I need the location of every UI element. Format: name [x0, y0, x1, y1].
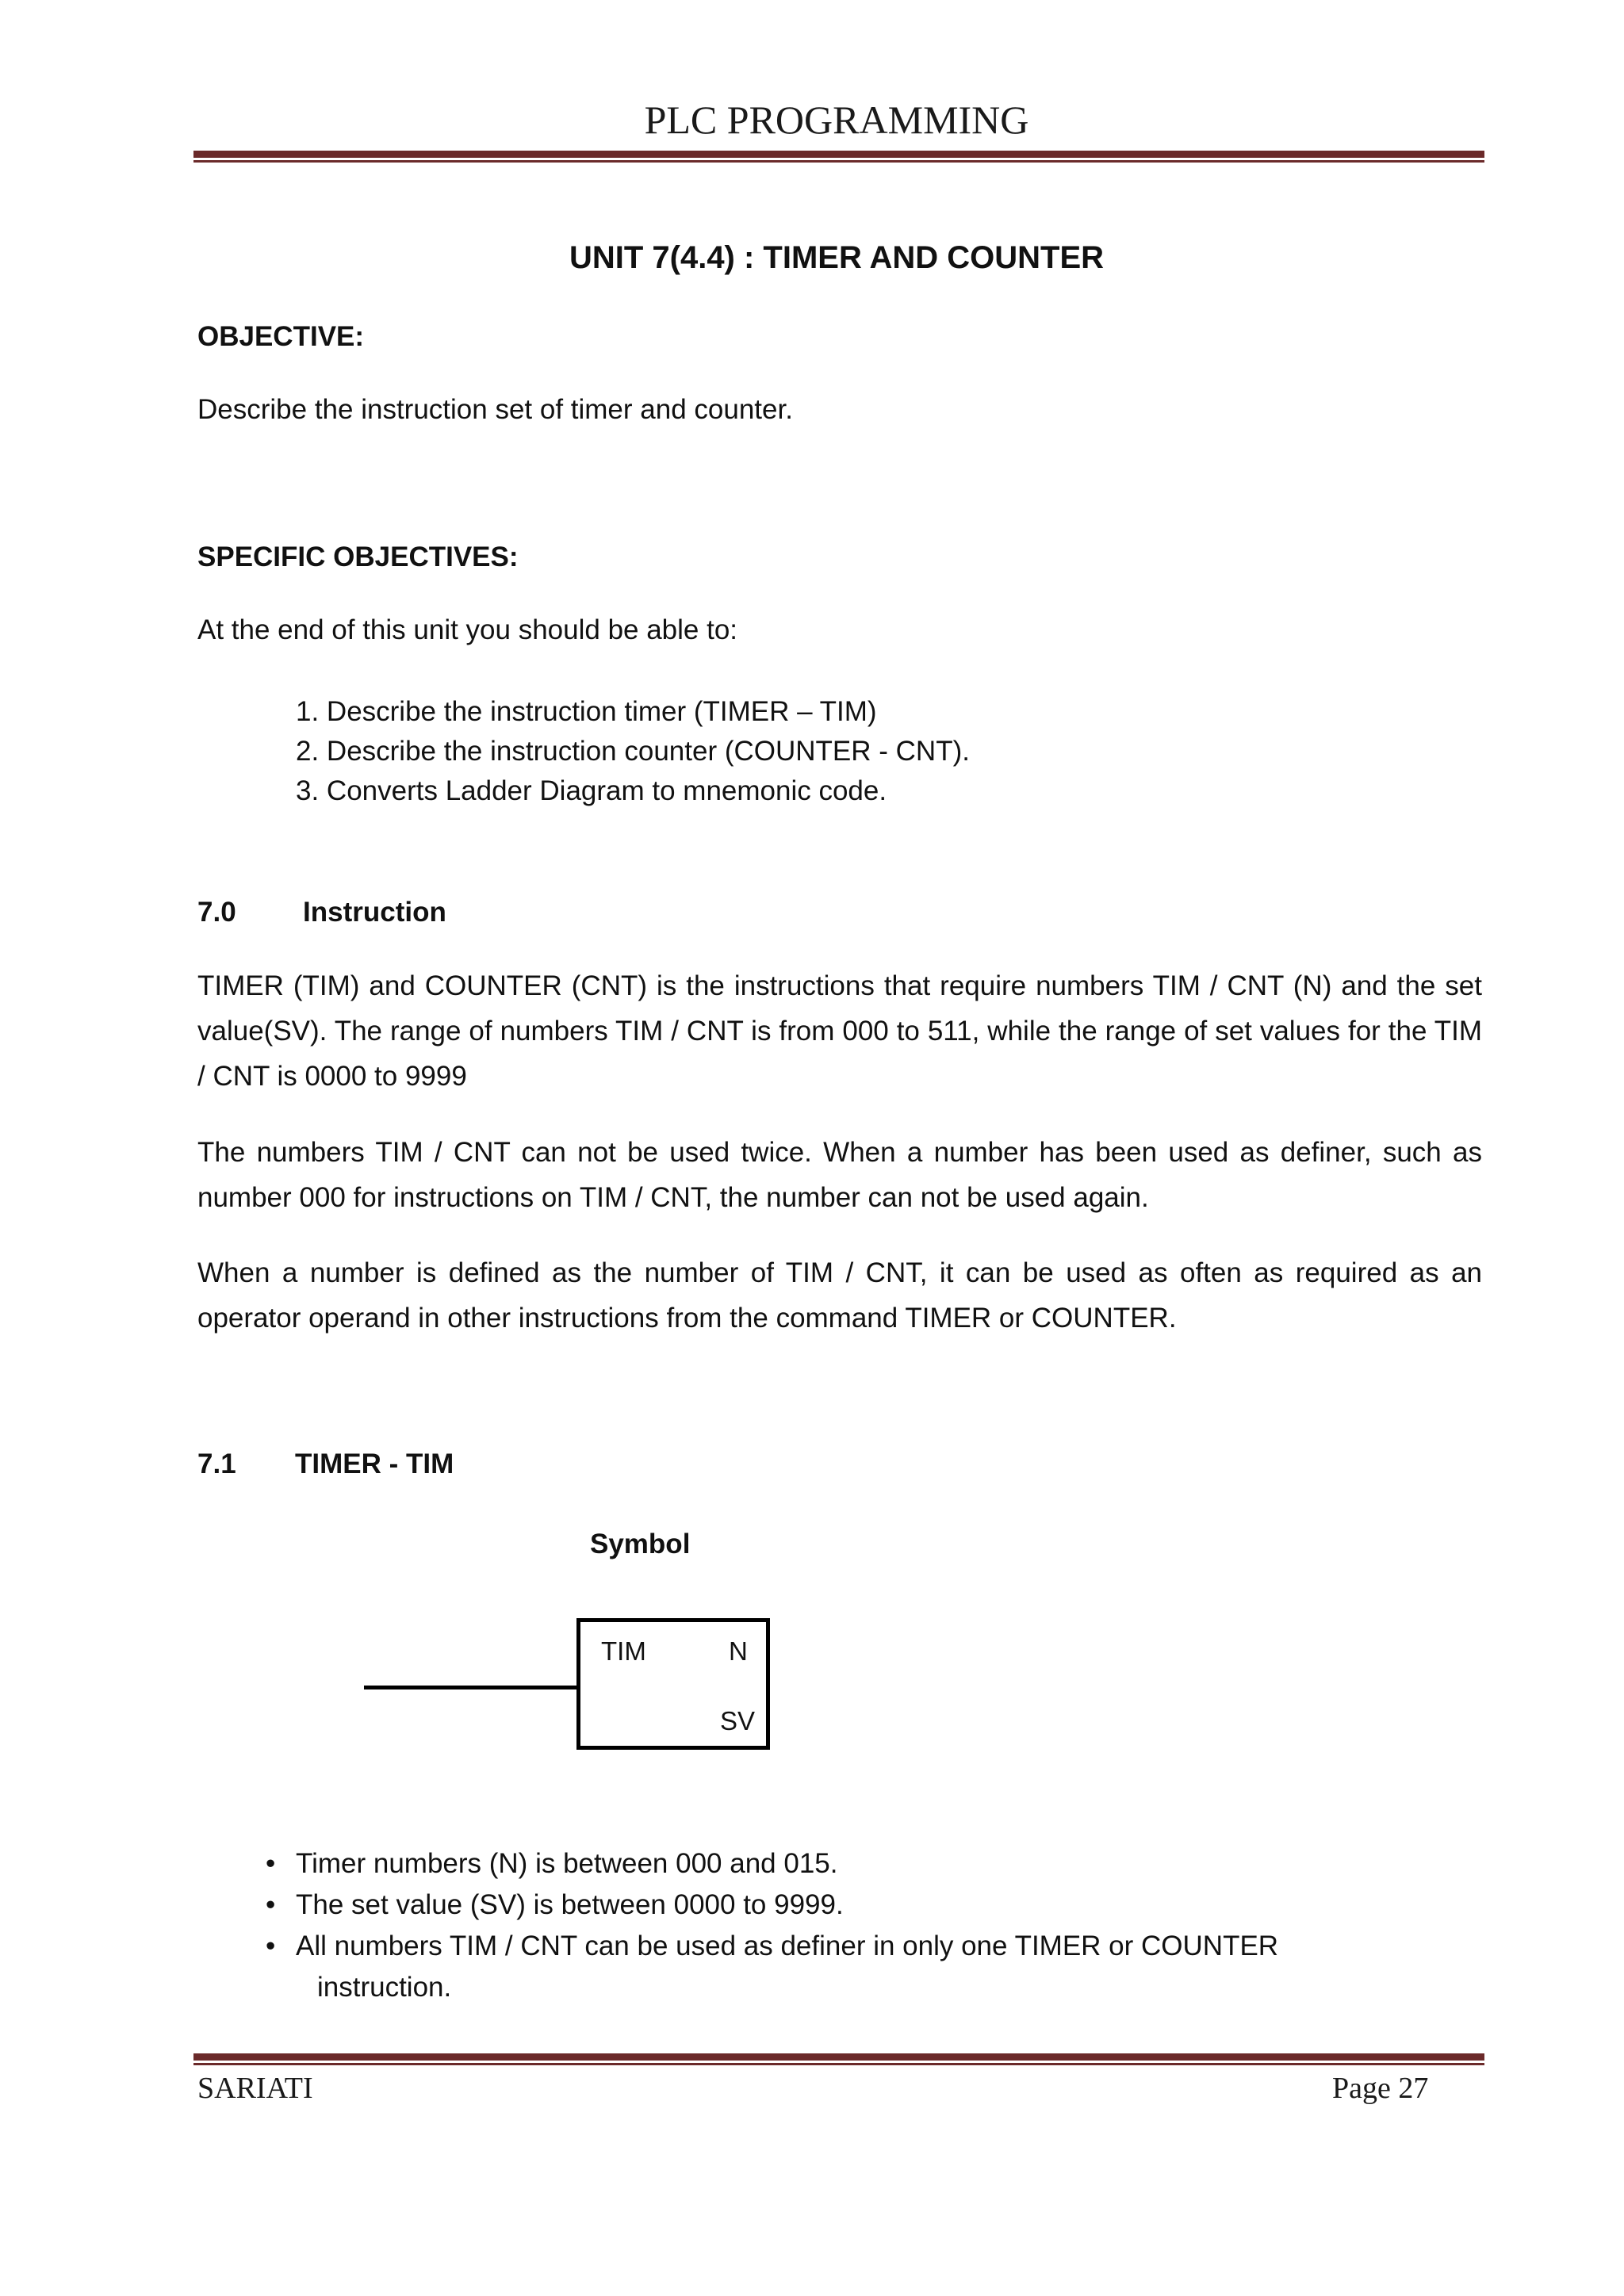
symbol-label: Symbol [590, 1529, 691, 1559]
page-header-title: PLC PROGRAMMING [644, 98, 1029, 142]
list-item: • All numbers TIM / CNT can be used as definer in only one TIMER or COUNTER [266, 1926, 1455, 1967]
specific-objectives-intro: At the end of this unit you should be able to: [197, 614, 738, 645]
page-number: Page 27 [1332, 2072, 1429, 2105]
header-rule [193, 151, 1484, 163]
specific-objectives-list [296, 692, 970, 811]
section-7-0-paragraph-2: The numbers TIM / CNT can not be used twice. When a number has been used as definer, such as number 000 for instructions on TIM / CNT, the number can not be used again. [197, 1137, 1482, 1213]
list-item: 2. Describe the instruction counter (COUNTER - CNT). [296, 736, 970, 767]
footer-author: SARIATI [197, 2072, 313, 2105]
timer-symbol-sv-label: SV [720, 1706, 756, 1735]
footer-rule [193, 2053, 1484, 2065]
timer-symbol-tim-label: TIM [601, 1636, 646, 1666]
bullet-icon: • [266, 1889, 276, 1920]
list-item: 3. Converts Ladder Diagram to mnemonic code. [296, 775, 887, 806]
list-item: • The set value (SV) is between 0000 to 9999. [266, 1885, 1455, 1926]
timer-bullet-list [266, 1843, 1455, 2008]
section-7-0-number: 7.0 [197, 897, 236, 928]
bullet-icon: • [266, 1931, 276, 1961]
timer-symbol-n-label: N [729, 1636, 748, 1666]
list-item-continuation: instruction. [317, 1972, 452, 2003]
section-7-1-title: TIMER - TIM [295, 1448, 454, 1479]
section-7-0-paragraph-1: TIMER (TIM) and COUNTER (CNT) is the instructions that require numbers TIM / CNT (N) and the set value(SV). The range of numbers TIM / CNT is from 000 to 511, while the range of set values for the TIM / CNT is 0000 to 9999 [197, 970, 1482, 1092]
unit-title: UNIT 7(4.4) : TIMER AND COUNTER [569, 240, 1105, 275]
section-7-1-number: 7.1 [197, 1448, 236, 1479]
specific-objectives-heading: SPECIFIC OBJECTIVES: [197, 541, 519, 572]
objective-heading: OBJECTIVE: [197, 321, 365, 352]
bullet-icon: • [266, 1848, 276, 1879]
ladder-input-line [364, 1686, 580, 1689]
section-7-0-paragraph-3: When a number is defined as the number of TIM / CNT, it can be used as often as required as an operator operand in other instructions from the command TIMER or COUNTER. [197, 1257, 1482, 1334]
timer-symbol-box [576, 1618, 770, 1750]
section-7-0-title: Instruction [303, 897, 446, 928]
objective-text: Describe the instruction set of timer and counter. [197, 394, 793, 425]
list-item: • Timer numbers (N) is between 000 and 015. [266, 1843, 1455, 1885]
list-item: 1. Describe the instruction timer (TIMER – TIM) [296, 696, 877, 727]
